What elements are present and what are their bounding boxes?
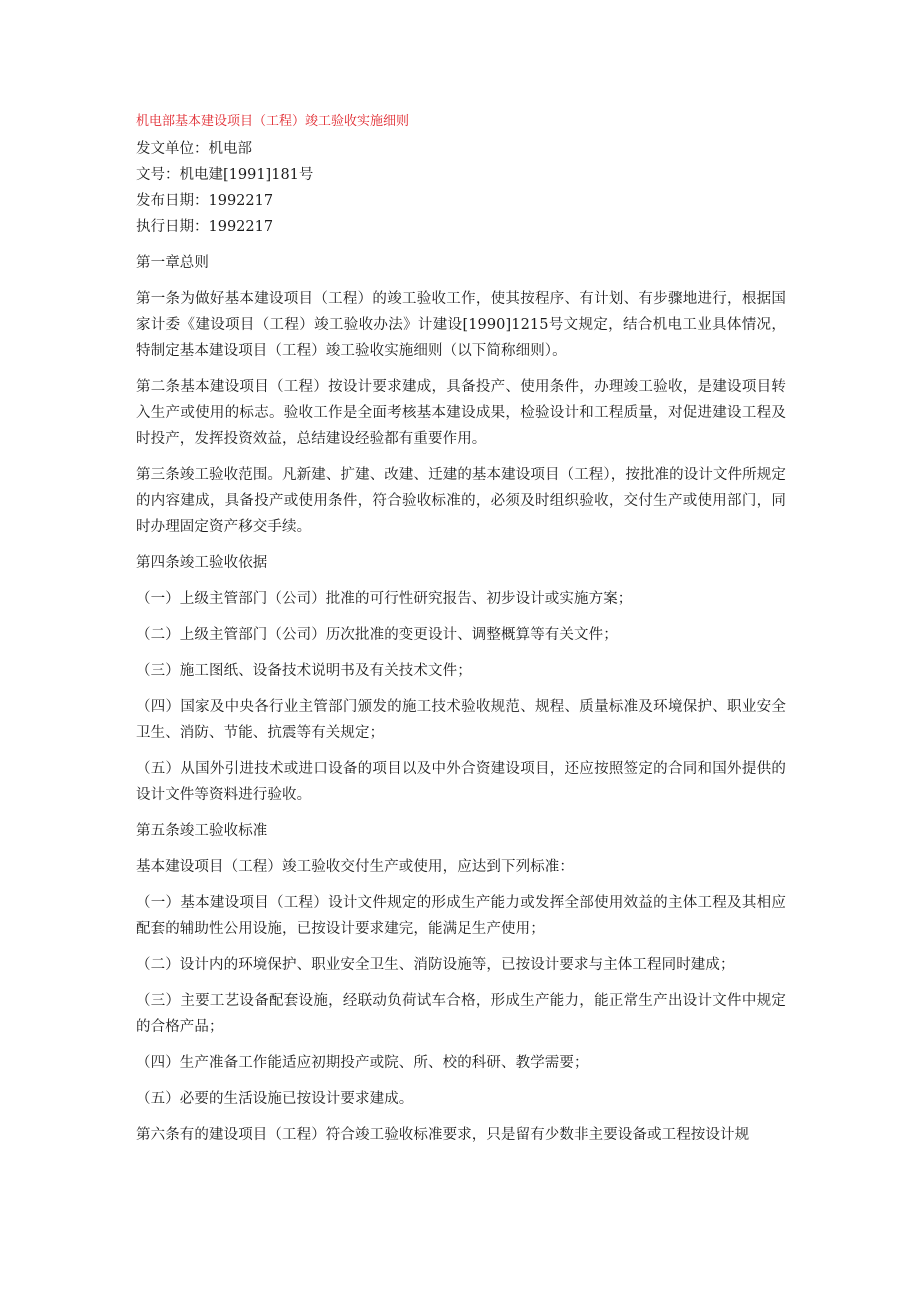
article-5-item-4: （四）生产准备工作能适应初期投产或院、所、校的科研、教学需要；	[136, 1055, 589, 1071]
article-4-item-2: （二）上级主管部门（公司）历次批准的变更设计、调整概算等有关文件；	[136, 627, 618, 643]
article-5-item-5: （五）必要的生活设施已按设计要求建成。	[136, 1091, 414, 1107]
meta-doc-number: 文号：机电建[1991]181号	[136, 167, 314, 183]
chapter-heading: 第一章总则	[136, 255, 209, 271]
article-4-item-5: （五）从国外引进技术或进口设备的项目以及中外合资建设项目，还应按照签定的合同和国外提供的设计文件等资料进行验收。	[136, 761, 786, 803]
article-2: 第二条基本建设项目（工程）按设计要求建成，具备投产、使用条件，办理竣工验收，是建设项目转入生产或使用的标志。验收工作是全面考核基本建设成果，检验设计和工程质量，对促进建设工程及时投产，发挥投资效益，总结建设经验都有重要作用。	[136, 379, 786, 447]
meta-publish-date: 发布日期：1992217	[136, 193, 274, 209]
meta-effective-date: 执行日期：1992217	[136, 219, 274, 235]
article-3: 第三条竣工验收范围。凡新建、扩建、改建、迁建的基本建设项目（工程），按批准的设计文件所规定的内容建成，具备投产或使用条件，符合验收标准的，必须及时组织验收，交付生产或使用部门，同时办理固定资产移交手续。	[136, 467, 786, 535]
document-body	[136, 250, 786, 1148]
document-title: 机电部基本建设项目（工程）竣工验收实施细则	[136, 114, 410, 129]
article-1: 第一条为做好基本建设项目（工程）的竣工验收工作，使其按程序、有计划、有步骤地进行，根据国家计委《建设项目（工程）竣工验收办法》计建设[1990]1215号文规定，结合机电工业具体情况，特制定基本建设项目（工程）竣工验收实施细则（以下简称细则）。	[136, 291, 786, 359]
article-4-heading: 第四条竣工验收依据	[136, 555, 268, 571]
article-5-item-1: （一）基本建设项目（工程）设计文件规定的形成生产能力或发挥全部使用效益的主体工程及其相应配套的辅助性公用设施，已按设计要求建完，能满足生产使用；	[136, 895, 786, 937]
article-4-item-1: （一）上级主管部门（公司）批准的可行性研究报告、初步设计或实施方案；	[136, 591, 633, 607]
article-4-item-4: （四）国家及中央各行业主管部门颁发的施工技术验收规范、规程、质量标准及环境保护、职业安全卫生、消防、节能、抗震等有关规定；	[136, 699, 786, 741]
article-6: 第六条有的建设项目（工程）符合竣工验收标准要求，只是留有少数非主要设备或工程按设计规	[136, 1127, 750, 1143]
article-5-heading: 第五条竣工验收标准	[136, 823, 268, 839]
article-4-item-3: （三）施工图纸、设备技术说明书及有关技术文件；	[136, 663, 472, 679]
meta-issuer: 发文单位：机电部	[136, 141, 252, 157]
article-5-intro: 基本建设项目（工程）竣工验收交付生产或使用，应达到下列标准：	[136, 859, 574, 875]
article-5-item-3: （三）主要工艺设备配套设施，经联动负荷试车合格，形成生产能力，能正常生产出设计文件中规定的合格产品；	[136, 993, 786, 1035]
article-5-item-2: （二）设计内的环境保护、职业安全卫生、消防设施等，已按设计要求与主体工程同时建成；	[136, 957, 735, 973]
document-meta	[136, 136, 786, 240]
document-page	[136, 112, 786, 1148]
